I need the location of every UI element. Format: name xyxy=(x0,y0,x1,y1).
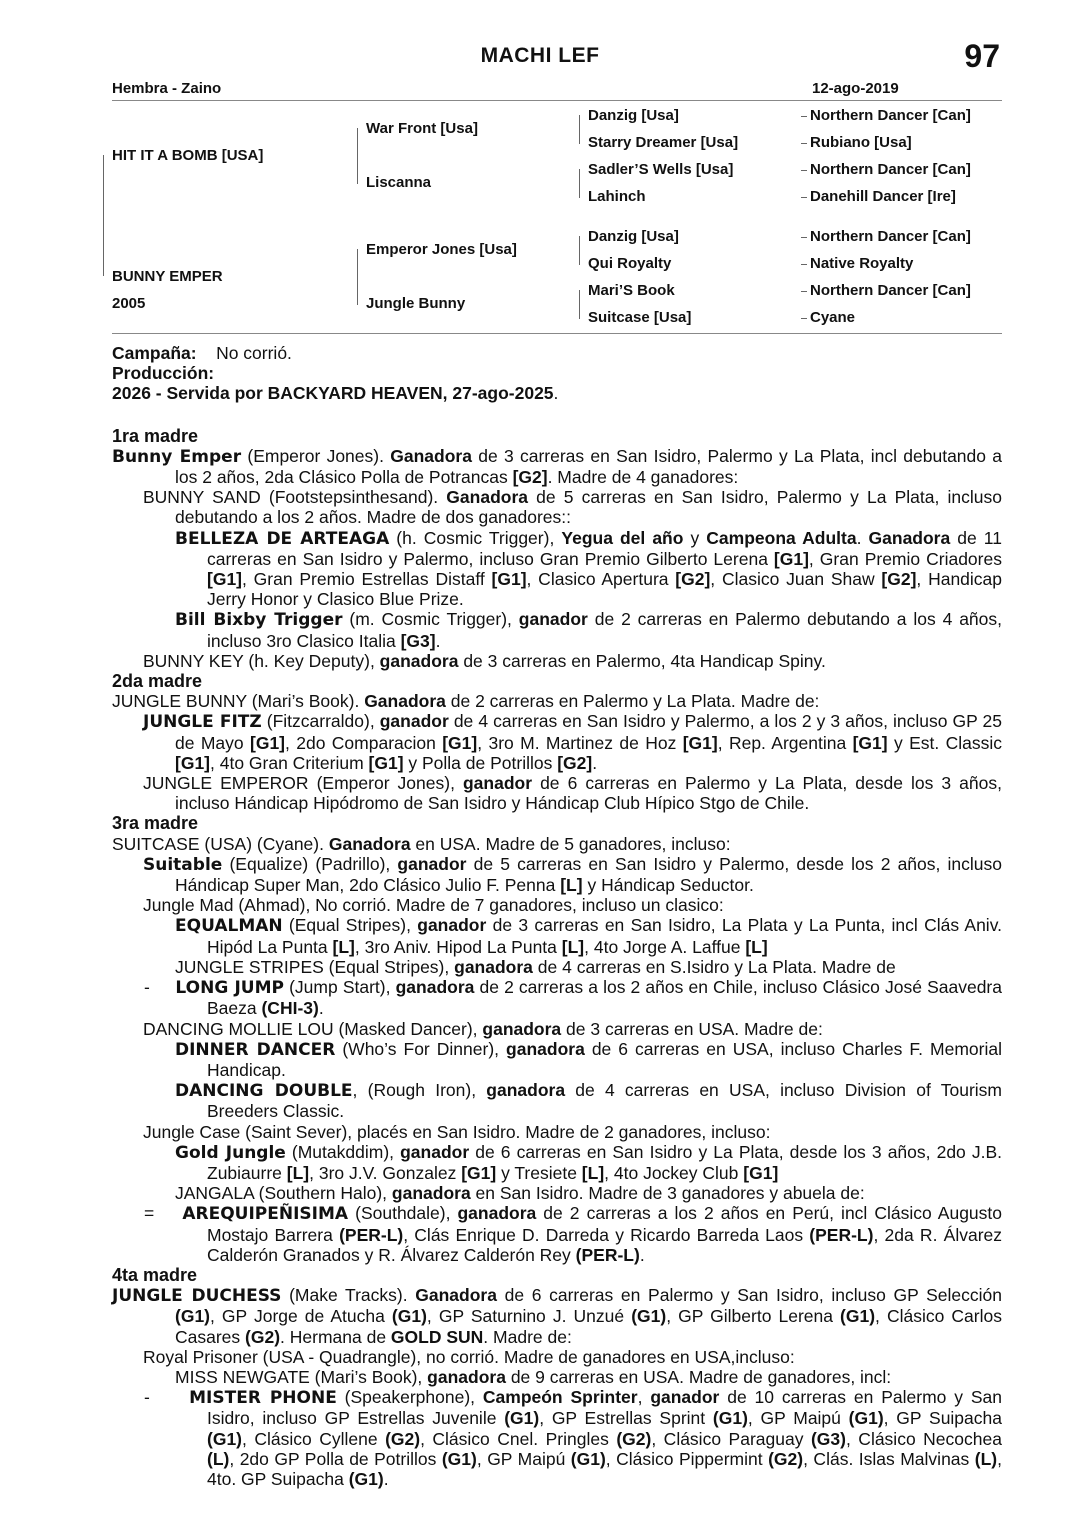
produce-entry: - MISTER PHONE (Speakerphone), Campeón Sprinter, ganador de 10 carreras en Palermo y San Isidro, incluso GP Estrellas Juvenile (G1), GP Estrellas Sprint (G1), GP Maipú (G1), GP Suipacha (G1), Clásico Cyllene (G2), Clásico Cnel. Pringles (G2), Clásico Paraguay (G3), Clásico Necochea (L), 2do GP Polla de Potrillos (G1), GP Maipú (G1), Clásico Pippermint (G2), Clás. Islas Malvinas (L), 4to. GP Suipacha (G1). xyxy=(144,1387,1002,1489)
produce-entry: Bill Bixby Trigger (m. Cosmic Trigger), ganador de 2 carreras en Palermo debutando a los 4 años, incluso 3ro Clasico Italia [G3]. xyxy=(175,609,1003,651)
pedigree-g2-4: Jungle Bunny xyxy=(366,295,466,312)
produce-entry: Jungle Mad (Ahmad), No corrió. Madre de 7 ganadores, incluso un clasico: xyxy=(143,895,724,916)
pedigree-rule xyxy=(112,333,1002,334)
produce-entry: BUNNY KEY (h. Key Deputy), ganadora de 3 carreras en Palermo, 4ta Handicap Spiny. xyxy=(143,650,826,671)
pedigree-g4-6: Native Royalty xyxy=(810,255,914,272)
pedigree-dash xyxy=(801,291,807,292)
pedigree-g4-1: Northern Dancer [Can] xyxy=(810,107,971,124)
pedigree-g3-8: Suitcase [Usa] xyxy=(588,309,692,326)
produce-entry: JUNGLE STRIPES (Equal Stripes), ganadora de 4 carreras en S.Isidro y La Plata. Madre de xyxy=(175,956,896,977)
pedigree-g4-7: Northern Dancer [Can] xyxy=(810,282,971,299)
section-third-dam: 3ra madre xyxy=(112,813,199,834)
pedigree-dash xyxy=(801,116,807,117)
pedigree-dash xyxy=(801,143,807,144)
dam-entry: JUNGLE DUCHESS (Make Tracks). Ganadora de 6 carreras en Palermo y San Isidro, incluso GP Selección (G1), GP Jorge de Atucha (G1), GP Saturnino J. Unzué (G1), GP Gilberto Lerena (G1), Clásico Carlos Casares (G2). Hermana de GOLD SUN. Madre de: xyxy=(112,1285,1002,1347)
pedigree-g3-6: Qui Royalty xyxy=(588,255,672,272)
campaign-label: Campaña: xyxy=(112,343,197,363)
section-second-dam: 2da madre xyxy=(112,671,203,692)
produce-entry: - LONG JUMP (Jump Start), ganadora de 2 carreras a los 2 años en Chile, incluso Clásico José Saavedra Baeza (CHI-3). xyxy=(144,977,1002,1019)
production-label: Producción: xyxy=(112,363,215,384)
pedigree-g2-3: Emperor Jones [Usa] xyxy=(366,241,517,258)
produce-entry: = AREQUIPEÑISIMA (Southdale), ganadora de 2 carreras a los 2 años en Perú, incl Clásico Augusto Mostajo Barrera (PER-L), Clás Enrique D. Darreda y Ricardo Barreda Laos (PER-L), 2da R. Álvarez Calderón Granados y R. Álvarez Calderón Rey (PER-L). xyxy=(144,1203,1003,1265)
pedigree-g3-3: Sadler’S Wells [Usa] xyxy=(588,161,734,178)
pedigree-dash xyxy=(801,318,807,319)
pedigree-dash xyxy=(801,237,807,238)
section-fourth-dam: 4ta madre xyxy=(112,1264,198,1285)
pedigree-dash xyxy=(801,170,807,171)
pedigree-g4-2: Rubiano [Usa] xyxy=(810,134,912,151)
header-rule xyxy=(112,100,1002,101)
pedigree-dash xyxy=(801,264,807,265)
pedigree-bracket xyxy=(579,236,580,265)
campaign-value: No corrió. xyxy=(216,343,292,363)
produce-entry: DINNER DANCER (Who’s For Dinner), ganadora de 6 carreras en USA, incluso Charles F. Memorial Handicap. xyxy=(175,1038,1002,1080)
produce-entry: Jungle Case (Saint Sever), placés en San Isidro. Madre de 2 ganadores, incluso: xyxy=(143,1121,771,1142)
pedigree-g4-4: Danehill Dancer [Ire] xyxy=(810,188,956,205)
dam-entry: Bunny Emper (Emperor Jones). Ganadora de 3 carreras en San Isidro, Palermo y La Plata, incl debutando a los 2 años, 2da Clásico Polla de Potrancas [G2]. Madre de 4 ganadores: xyxy=(112,445,1003,488)
campaign-line xyxy=(112,343,1002,363)
produce-entry: JUNGLE FITZ (Fitzcarraldo), ganador de 4 carreras en San Isidro y Palermo, a los 2 y 3 años, incluso GP 25 de Mayo [G1], 2do Comparacion [G1], 3ro M. Martinez de Hoz [G1], Rep. Argentina [G1] y Est. Classic [G1], 4to Gran Criterium [G1] y Polla de Potrillos [G2]. xyxy=(143,711,1002,773)
pedigree-bracket xyxy=(579,290,580,319)
pedigree-g2-1: War Front [Usa] xyxy=(366,120,478,137)
catalog-text xyxy=(112,343,1002,1489)
pedigree-g3-2: Starry Dreamer [Usa] xyxy=(588,134,739,151)
pedigree-dash xyxy=(801,197,807,198)
sex-coat: Hembra - Zaino xyxy=(112,80,222,97)
produce-entry: BELLEZA DE ARTEAGA (h. Cosmic Trigger), Yegua del año y Campeona Adulta. Ganadora de 11 carreras en San Isidro y Palermo, incluso Gran Premio Gilberto Lerena [G1], Gran Premio Criadores [G1], Gran Premio Estrellas Distaff [G1], Clasico Apertura [G2], Clasico Juan Shaw [G2], Handicap Jerry Honor y Clasico Blue Prize. xyxy=(175,527,1003,610)
dam-entry: JUNGLE BUNNY (Mari’s Book). Ganadora de 2 carreras en Palermo y La Plata. Madre de: xyxy=(112,691,820,712)
production-entry: 2026 - Servida por BACKYARD HEAVEN, 27-ago-2025. xyxy=(112,383,559,404)
produce-entry: EQUALMAN (Equal Stripes), ganador de 3 carreras en San Isidro, La Plata y La Punta, incl Clás Aniv. Hipód La Punta [L], 3ro Aniv. Hipod La Punta [L], 4to Jorge A. Laffue [L] xyxy=(175,915,1003,957)
produce-entry: DANCING DOUBLE, (Rough Iron), ganadora de 4 carreras en USA, incluso Division of Tourism Breeders Classic. xyxy=(175,1080,1002,1122)
pedigree-bracket xyxy=(579,169,580,198)
birth-date: 12-ago-2019 xyxy=(812,80,899,97)
produce-entry: MISS NEWGATE (Mari’s Book), ganadora de 9 carreras en USA. Madre de ganadores, incl: xyxy=(175,1366,892,1387)
pedigree-bracket xyxy=(103,155,104,276)
pedigree-g3-4: Lahinch xyxy=(588,188,646,205)
pedigree-dam: BUNNY EMPER xyxy=(112,268,223,285)
pedigree-g2-2: Liscanna xyxy=(366,174,432,191)
produce-entry: Suitable (Equalize) (Padrillo), ganador de 5 carreras en San Isidro y Palermo, desde los 2 años, incluso Hándicap Super Man, 2do Clásico Julio F. Penna [L] y Hándicap Seductor. xyxy=(143,853,1003,896)
produce-entry: BUNNY SAND (Footstepsinthesand). Ganadora de 5 carreras en San Isidro, Palermo y La Plata, incluso debutando a los 2 años. Madre de dos ganadores:: xyxy=(143,487,1002,528)
pedigree-g4-3: Northern Dancer [Can] xyxy=(810,161,971,178)
pedigree-dam-year: 2005 xyxy=(112,295,146,312)
page-number: 97 xyxy=(964,38,1000,74)
produce-entry: JANGALA (Southern Halo), ganadora en San Isidro. Madre de 3 ganadores y abuela de: xyxy=(175,1183,865,1204)
pedigree-bracket xyxy=(357,249,358,305)
pedigree-g3-5: Danzig [Usa] xyxy=(588,228,679,245)
produce-entry: DANCING MOLLIE LOU (Masked Dancer), ganadora de 3 carreras en USA. Madre de: xyxy=(143,1018,823,1039)
page-title: MACHI LEF xyxy=(480,44,600,67)
section-first-dam: 1ra madre xyxy=(112,425,199,446)
produce-entry: Gold Jungle (Mutakddim), ganador de 6 carreras en San Isidro y La Plata, desde los 3 años, 2do J.B. Zubiaurre [L], 3ro J.V. Gonzalez [G1] y Tresiete [L], 4to Jockey Club [G1] xyxy=(175,1141,1003,1183)
pedigree-g3-1: Danzig [Usa] xyxy=(588,107,679,124)
produce-entry: Royal Prisoner (USA - Quadrangle), no corrió. Madre de ganadores en USA,incluso: xyxy=(143,1346,795,1367)
pedigree-bracket xyxy=(579,115,580,144)
pedigree-g4-8: Cyane xyxy=(810,309,856,326)
dam-entry: SUITCASE (USA) (Cyane). Ganadora en USA. Madre de 5 ganadores, incluso: xyxy=(112,833,731,854)
pedigree-sire: HIT IT A BOMB [USA] xyxy=(112,147,264,164)
produce-entry: JUNGLE EMPEROR (Emperor Jones), ganador de 6 carreras en Palermo y La Plata, desde los 3 años, incluso Hándicap Hipódromo de San Isidro y Hándicap Club Hípico Stgo de Chile. xyxy=(143,773,1002,814)
pedigree-g3-7: Mari’S Book xyxy=(588,282,675,299)
pedigree-bracket xyxy=(357,128,358,184)
pedigree-g4-5: Northern Dancer [Can] xyxy=(810,228,971,245)
